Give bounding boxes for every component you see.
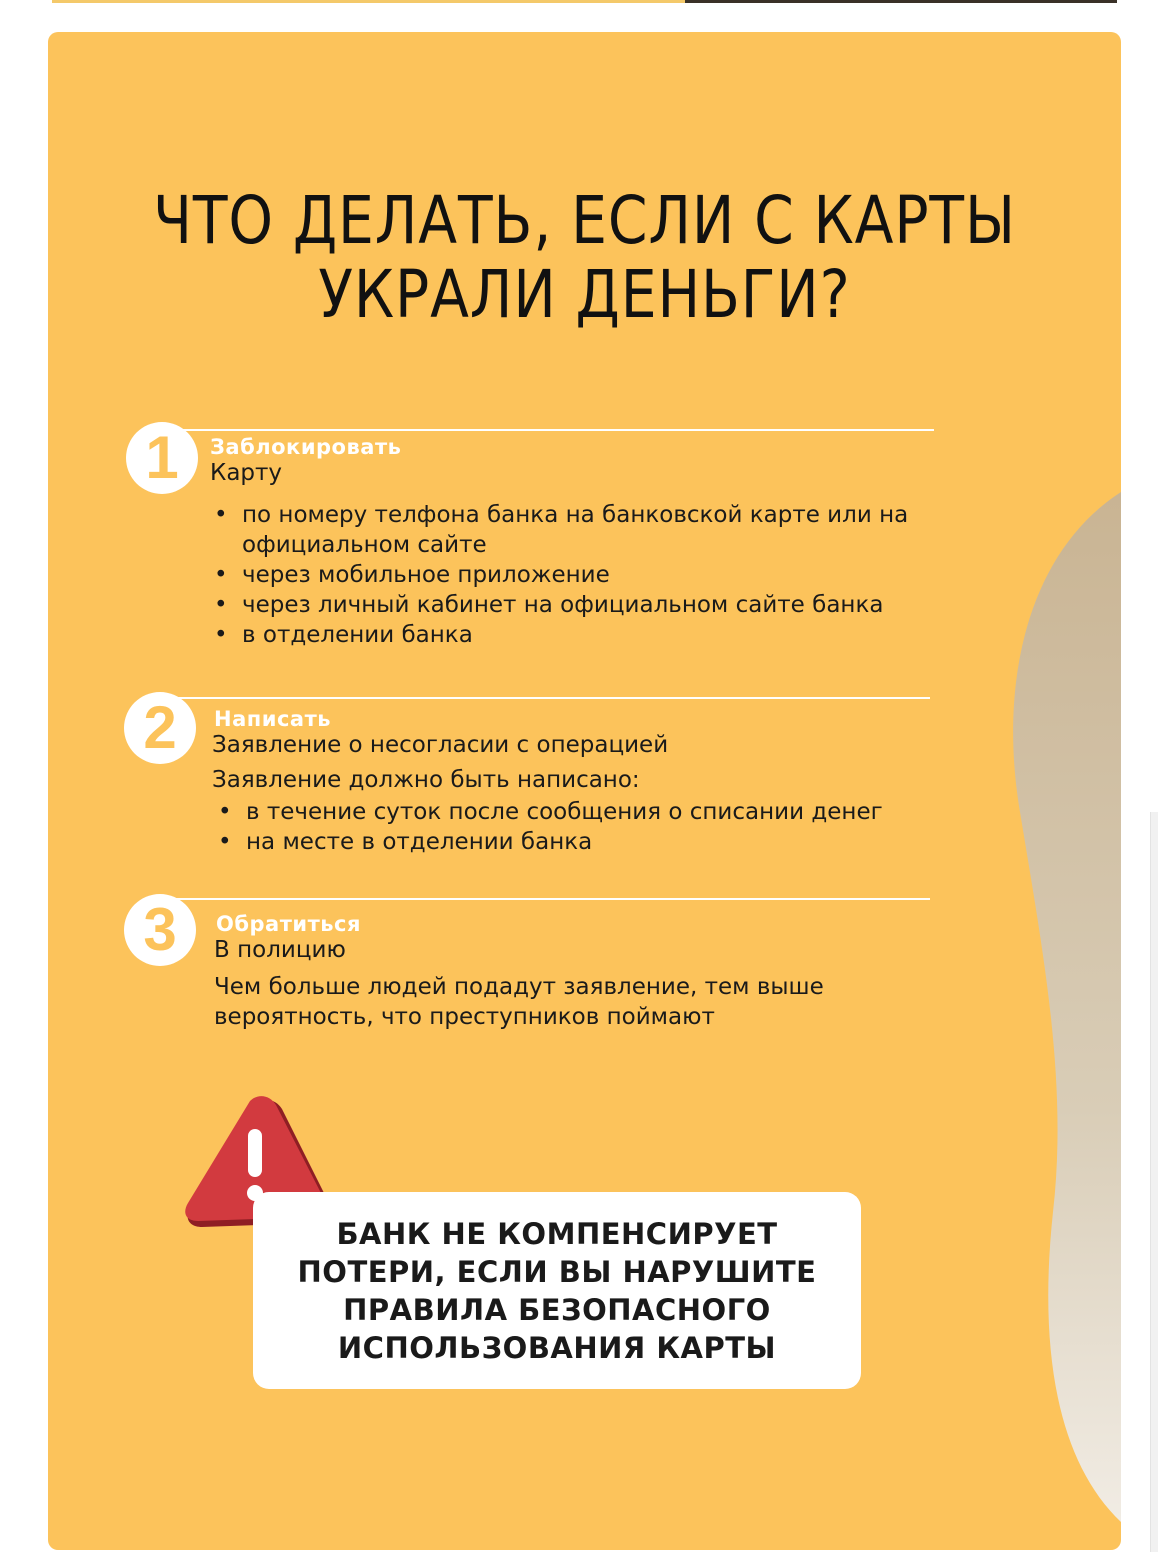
step-1-bullets [210, 500, 950, 650]
list-item: • по номеру телфона банка на банковской карте или на официальном сайте [210, 500, 950, 560]
list-item: • через личный кабинет на официальном сайте банка [210, 590, 950, 620]
step-2-subtitle: Заявление о несогласии с операцией [212, 732, 669, 758]
top-strip-left [52, 0, 685, 3]
page-title [123, 184, 1046, 332]
step-1-heading: Заблокировать [210, 435, 402, 459]
list-item: • в течение суток после сообщения о списании денег [214, 797, 954, 827]
notice-box [253, 1192, 861, 1389]
list-item: • через мобильное приложение [210, 560, 950, 590]
title-line-2: УКРАЛИ ДЕНЬГИ? [318, 256, 851, 333]
step-2-text: Заявление должно быть написано: [212, 767, 640, 793]
list-item: • на месте в отделении банка [214, 827, 954, 857]
step-3-heading: Обратиться [216, 912, 361, 936]
list-item: • в отделении банка [210, 620, 950, 650]
step-2-bullets [214, 797, 954, 857]
step-1-number: 1 [126, 422, 198, 494]
step-3-subtitle: В полицию [214, 937, 346, 963]
step-3-number: 3 [124, 894, 196, 966]
step-1-subtitle: Карту [210, 460, 283, 486]
step-2-number: 2 [124, 692, 196, 764]
step-3-divider [168, 898, 930, 900]
step-3-text: Чем больше людей подадут заявление, тем выше вероятность, что преступников поймают [214, 974, 824, 1030]
step-1-divider [168, 429, 934, 431]
notice-text: БАНК НЕ КОМПЕНСИРУЕТ ПОТЕРИ, ЕСЛИ ВЫ НАРУШИТЕ ПРАВИЛА БЕЗОПАСНОГО ИСПОЛЬЗОВАНИЯ КАРТЫ [297, 1216, 817, 1365]
step-2-heading: Написать [214, 707, 332, 731]
step-2-divider [168, 697, 930, 699]
infographic-card [48, 32, 1121, 1550]
title-line-1: ЧТО ДЕЛАТЬ, ЕСЛИ С КАРТЫ [153, 182, 1016, 259]
scrollbar-track[interactable] [1150, 812, 1158, 1552]
top-strip-right [685, 0, 1117, 3]
